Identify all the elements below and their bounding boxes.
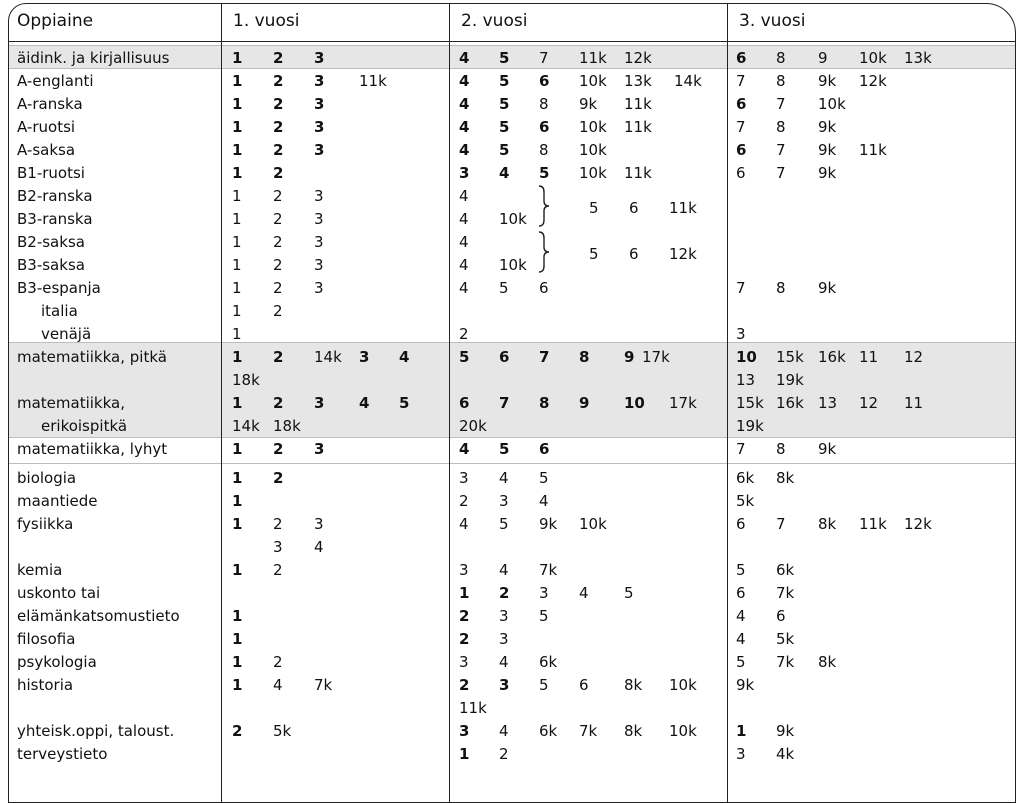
course-number: 7k <box>579 722 598 740</box>
course-number: 7 <box>736 118 746 136</box>
course-number: 1 <box>232 256 242 274</box>
course-number: 4 <box>459 440 470 458</box>
course-number: 3 <box>736 325 746 343</box>
course-number: 2 <box>273 49 284 67</box>
shared-course-number: 5 <box>589 199 599 217</box>
course-number: 1 <box>232 72 243 90</box>
row-separator <box>9 68 1015 69</box>
course-number: 2 <box>459 676 470 694</box>
course-number: 9k <box>818 118 837 136</box>
course-number: 3 <box>314 440 325 458</box>
column-divider-year2 <box>449 4 450 802</box>
course-number: 2 <box>273 233 283 251</box>
course-number: 19k <box>736 417 764 435</box>
course-number: 4 <box>459 118 470 136</box>
course-number: 7 <box>539 348 550 366</box>
course-number: 11 <box>904 394 924 412</box>
course-number: 9 <box>624 348 635 366</box>
course-number: 3 <box>314 233 324 251</box>
course-number: 11k <box>359 72 387 90</box>
course-number: 11k <box>459 699 487 717</box>
course-number: 5 <box>499 279 509 297</box>
subject-label: historia <box>17 676 74 694</box>
course-number: 2 <box>499 584 510 602</box>
course-number: 13 <box>818 394 838 412</box>
subject-label: B3-saksa <box>17 256 85 274</box>
course-number: 3 <box>314 95 325 113</box>
column-divider-year3 <box>727 4 728 802</box>
course-number: 8k <box>818 653 837 671</box>
course-table <box>8 3 1016 803</box>
course-number: 2 <box>273 141 284 159</box>
course-number: 4 <box>459 49 470 67</box>
course-number: 8 <box>776 118 786 136</box>
course-number: 9k <box>818 72 837 90</box>
course-number: 9k <box>776 722 795 740</box>
course-number: 2 <box>459 630 470 648</box>
course-number: 10k <box>579 72 607 90</box>
course-number: 8 <box>776 72 786 90</box>
course-number: 1 <box>232 302 242 320</box>
course-number: 1 <box>232 187 242 205</box>
course-number: 2 <box>273 72 284 90</box>
course-number: 2 <box>273 469 284 487</box>
course-number: 7 <box>499 394 510 412</box>
course-number: 1 <box>459 584 470 602</box>
course-number: 3 <box>359 348 370 366</box>
course-number: 8k <box>818 515 837 533</box>
course-number: 7 <box>776 95 786 113</box>
course-number: 11k <box>624 164 652 182</box>
course-number: 5 <box>499 72 510 90</box>
course-number: 17k <box>669 394 697 412</box>
course-number: 5 <box>459 348 470 366</box>
course-number: 5k <box>736 492 755 510</box>
course-number: 1 <box>232 394 243 412</box>
course-number: 6 <box>736 584 746 602</box>
course-number: 13k <box>624 72 652 90</box>
course-number: 5 <box>539 676 549 694</box>
course-number: 2 <box>273 95 284 113</box>
course-number: 1 <box>232 469 243 487</box>
course-number: 13 <box>736 371 756 389</box>
course-number: 2 <box>273 256 283 274</box>
course-number: 11k <box>859 141 887 159</box>
row-separator <box>9 437 1015 438</box>
course-number: 5 <box>624 584 634 602</box>
subject-label: biologia <box>17 469 77 487</box>
course-number: 10k <box>669 676 697 694</box>
course-number: 1 <box>232 653 243 671</box>
subject-label: maantiede <box>17 492 98 510</box>
course-number: 8 <box>776 440 786 458</box>
course-number: 8 <box>539 141 549 159</box>
column-divider-year1 <box>221 4 222 802</box>
course-number: 1 <box>232 95 243 113</box>
course-number: 3 <box>499 630 509 648</box>
course-number: 5 <box>399 394 410 412</box>
course-number: 1 <box>232 676 243 694</box>
course-number: 1 <box>232 630 243 648</box>
course-number: 2 <box>273 348 284 366</box>
course-number: 3 <box>499 492 509 510</box>
course-number: 6 <box>579 676 589 694</box>
header-year2: 2. vuosi <box>461 11 528 31</box>
course-number: 3 <box>459 561 469 579</box>
subject-label: erikoispitkä <box>41 417 128 435</box>
course-number: 2 <box>273 118 284 136</box>
course-number: 11k <box>624 95 652 113</box>
course-number: 10k <box>859 49 887 67</box>
subject-label: uskonto tai <box>17 584 101 602</box>
course-number: 10 <box>624 394 645 412</box>
course-number: 7k <box>314 676 333 694</box>
course-number: 3 <box>314 187 324 205</box>
subject-label: A-ranska <box>17 95 83 113</box>
shared-course-number: 11k <box>669 199 697 217</box>
course-number: 17k <box>642 348 670 366</box>
course-number: 11 <box>859 348 879 366</box>
subject-label: B2-ranska <box>17 187 93 205</box>
course-number: 18k <box>273 417 301 435</box>
course-number: 6 <box>539 279 549 297</box>
course-number: 3 <box>314 394 325 412</box>
course-number: 4 <box>359 394 370 412</box>
course-number: 9 <box>579 394 590 412</box>
course-number: 16k <box>776 394 804 412</box>
course-number: 3 <box>499 607 509 625</box>
shared-course-number: 6 <box>629 245 639 263</box>
course-number: 10k <box>579 164 607 182</box>
course-number: 2 <box>273 515 283 533</box>
course-number: 13k <box>904 49 932 67</box>
subject-label: matematiikka, <box>17 394 126 412</box>
course-number: 1 <box>736 722 747 740</box>
course-number: 10k <box>818 95 846 113</box>
course-number: 4 <box>459 279 469 297</box>
course-number: 4 <box>499 722 509 740</box>
course-number: 5k <box>776 630 795 648</box>
course-number: 3 <box>459 722 470 740</box>
course-number: 4 <box>539 492 549 510</box>
course-number: 7 <box>776 164 786 182</box>
subject-label: B2-saksa <box>17 233 85 251</box>
subject-label: filosofia <box>17 630 76 648</box>
course-number: 7 <box>736 279 746 297</box>
course-number: 4 <box>499 561 509 579</box>
course-number: 1 <box>232 164 243 182</box>
course-number: 6 <box>499 348 510 366</box>
course-number: 3 <box>459 469 469 487</box>
course-number: 3 <box>314 72 325 90</box>
course-number: 1 <box>232 210 242 228</box>
course-number: 9 <box>818 49 828 67</box>
course-number: 1 <box>459 745 470 763</box>
subject-label: yhteisk.oppi, taloust. <box>17 722 175 740</box>
course-number: 5 <box>539 164 550 182</box>
course-number: 6 <box>736 49 747 67</box>
course-number: 2 <box>459 607 470 625</box>
course-number: 5 <box>499 118 510 136</box>
subject-label: B3-espanja <box>17 279 101 297</box>
course-number: 2 <box>273 302 283 320</box>
course-number: 9k <box>818 279 837 297</box>
course-number: 6k <box>736 469 755 487</box>
course-number: 9k <box>818 141 837 159</box>
header-divider <box>9 41 1015 42</box>
course-number: 7 <box>539 49 549 67</box>
course-number: 4 <box>459 210 469 228</box>
course-number: 2 <box>273 440 284 458</box>
subject-label: venäjä <box>41 325 92 343</box>
course-number: 1 <box>232 233 242 251</box>
course-number: 3 <box>314 279 324 297</box>
subject-label: B3-ranska <box>17 210 93 228</box>
header-year3: 3. vuosi <box>739 11 806 31</box>
course-number: 10k <box>579 118 607 136</box>
course-number: 2 <box>273 279 283 297</box>
course-number: 6 <box>736 164 746 182</box>
course-number: 16k <box>818 348 846 366</box>
course-number: 3 <box>459 653 469 671</box>
course-number: 7 <box>776 515 786 533</box>
course-number: 7k <box>776 653 795 671</box>
course-number: 8k <box>624 722 643 740</box>
subject-label: A-ruotsi <box>17 118 76 136</box>
course-number: 1 <box>232 492 243 510</box>
course-number: 15k <box>776 348 804 366</box>
course-number: 8k <box>624 676 643 694</box>
course-number: 11k <box>579 49 607 67</box>
course-number: 6 <box>539 440 550 458</box>
course-number: 6 <box>736 95 747 113</box>
course-number: 2 <box>459 492 469 510</box>
shared-course-number: 12k <box>669 245 697 263</box>
row-separator <box>9 342 1015 343</box>
course-number: 5k <box>273 722 292 740</box>
course-number: 7 <box>776 141 786 159</box>
course-number: 1 <box>232 141 243 159</box>
course-number: 1 <box>232 440 243 458</box>
subject-label: italia <box>41 302 78 320</box>
course-number: 6k <box>539 722 558 740</box>
course-number: 10 <box>736 348 757 366</box>
brace-icon <box>537 230 551 274</box>
course-number: 2 <box>273 210 283 228</box>
subject-label: A-saksa <box>17 141 76 159</box>
course-number: 1 <box>232 561 243 579</box>
course-number: 6 <box>736 515 746 533</box>
course-number: 4 <box>499 469 509 487</box>
course-number: 9k <box>539 515 558 533</box>
course-number: 7 <box>736 440 746 458</box>
header-year1: 1. vuosi <box>233 11 300 31</box>
course-number: 12k <box>859 72 887 90</box>
course-number: 10k <box>579 141 607 159</box>
course-number: 15k <box>736 394 764 412</box>
course-number: 3 <box>314 49 325 67</box>
subject-label: fysiikka <box>17 515 74 533</box>
shared-course-number: 6 <box>629 199 639 217</box>
course-number: 5 <box>539 607 549 625</box>
course-number: 3 <box>314 515 324 533</box>
course-number: 1 <box>232 515 243 533</box>
subject-label: psykologia <box>17 653 97 671</box>
course-number: 4 <box>459 72 470 90</box>
course-number: 18k <box>232 371 260 389</box>
course-number: 7 <box>736 72 746 90</box>
course-number: 4 <box>459 233 469 251</box>
course-number: 8 <box>776 279 786 297</box>
course-number: 5 <box>736 653 746 671</box>
course-number: 3 <box>314 210 324 228</box>
course-number: 20k <box>459 417 487 435</box>
course-number: 4 <box>579 584 589 602</box>
course-number: 19k <box>776 371 804 389</box>
course-number: 2 <box>499 745 509 763</box>
row-separator <box>9 463 1015 464</box>
course-number: 10k <box>499 210 527 228</box>
course-number: 5 <box>736 561 746 579</box>
course-number: 9k <box>818 164 837 182</box>
course-number: 12k <box>904 515 932 533</box>
course-number: 3 <box>539 584 549 602</box>
course-number: 5 <box>499 141 510 159</box>
course-number: 12 <box>904 348 924 366</box>
course-number: 4 <box>499 653 509 671</box>
course-number: 6 <box>539 72 550 90</box>
course-number: 6k <box>776 561 795 579</box>
subject-label: matematiikka, pitkä <box>17 348 167 366</box>
shared-course-number: 5 <box>589 245 599 263</box>
course-number: 5 <box>499 95 510 113</box>
course-number: 14k <box>314 348 342 366</box>
course-number: 4 <box>273 676 283 694</box>
course-number: 10k <box>499 256 527 274</box>
subject-label: terveystieto <box>17 745 108 763</box>
course-number: 5 <box>499 515 509 533</box>
course-number: 1 <box>232 118 243 136</box>
course-number: 9k <box>736 676 755 694</box>
course-number: 2 <box>273 561 283 579</box>
course-number: 4 <box>459 141 470 159</box>
course-number: 6 <box>459 394 470 412</box>
subject-label: A-englanti <box>17 72 94 90</box>
course-number: 14k <box>674 72 702 90</box>
course-number: 2 <box>273 394 284 412</box>
brace-icon <box>537 184 551 228</box>
course-number: 7k <box>776 584 795 602</box>
course-number: 1 <box>232 49 243 67</box>
course-number: 7k <box>539 561 558 579</box>
course-number: 4 <box>314 538 324 556</box>
course-number: 4k <box>776 745 795 763</box>
header-subject: Oppiaine <box>17 11 94 31</box>
course-number: 4 <box>736 630 746 648</box>
course-number: 4 <box>459 515 469 533</box>
course-number: 5 <box>499 49 510 67</box>
course-number: 3 <box>273 538 283 556</box>
subject-label: matematiikka, lyhyt <box>17 440 168 458</box>
course-number: 3 <box>736 745 746 763</box>
course-number: 12 <box>859 394 879 412</box>
course-number: 6 <box>736 141 747 159</box>
course-number: 3 <box>314 118 325 136</box>
course-number: 3 <box>314 141 325 159</box>
course-number: 4 <box>399 348 410 366</box>
subject-label: B1-ruotsi <box>17 164 85 182</box>
course-number: 4 <box>459 187 469 205</box>
course-number: 1 <box>232 325 242 343</box>
course-number: 2 <box>273 653 283 671</box>
course-number: 4 <box>736 607 746 625</box>
course-number: 6 <box>539 118 550 136</box>
course-number: 8 <box>579 348 590 366</box>
course-number: 4 <box>459 256 469 274</box>
course-number: 2 <box>273 187 283 205</box>
course-number: 8 <box>776 49 786 67</box>
course-number: 6 <box>776 607 786 625</box>
course-number: 1 <box>232 279 242 297</box>
course-number: 1 <box>232 348 243 366</box>
course-number: 8 <box>539 394 550 412</box>
course-number: 11k <box>624 118 652 136</box>
course-number: 8k <box>776 469 795 487</box>
course-number: 12k <box>624 49 652 67</box>
course-number: 9k <box>579 95 598 113</box>
course-number: 3 <box>314 256 324 274</box>
course-number: 5 <box>499 440 510 458</box>
course-number: 2 <box>232 722 243 740</box>
course-number: 10k <box>579 515 607 533</box>
course-number: 3 <box>459 164 470 182</box>
course-number: 6k <box>539 653 558 671</box>
course-number: 1 <box>232 607 243 625</box>
course-number: 5 <box>539 469 549 487</box>
course-number: 11k <box>859 515 887 533</box>
subject-label: äidink. ja kirjallisuus <box>17 49 170 67</box>
course-number: 4 <box>499 164 510 182</box>
course-number: 9k <box>818 440 837 458</box>
course-number: 2 <box>273 164 284 182</box>
course-number: 10k <box>669 722 697 740</box>
subject-label: elämänkatsomustieto <box>17 607 180 625</box>
course-number: 2 <box>459 325 469 343</box>
course-number: 3 <box>499 676 510 694</box>
course-number: 4 <box>459 95 470 113</box>
row-separator <box>9 45 1015 46</box>
course-number: 14k <box>232 417 260 435</box>
subject-label: kemia <box>17 561 63 579</box>
course-number: 8 <box>539 95 549 113</box>
